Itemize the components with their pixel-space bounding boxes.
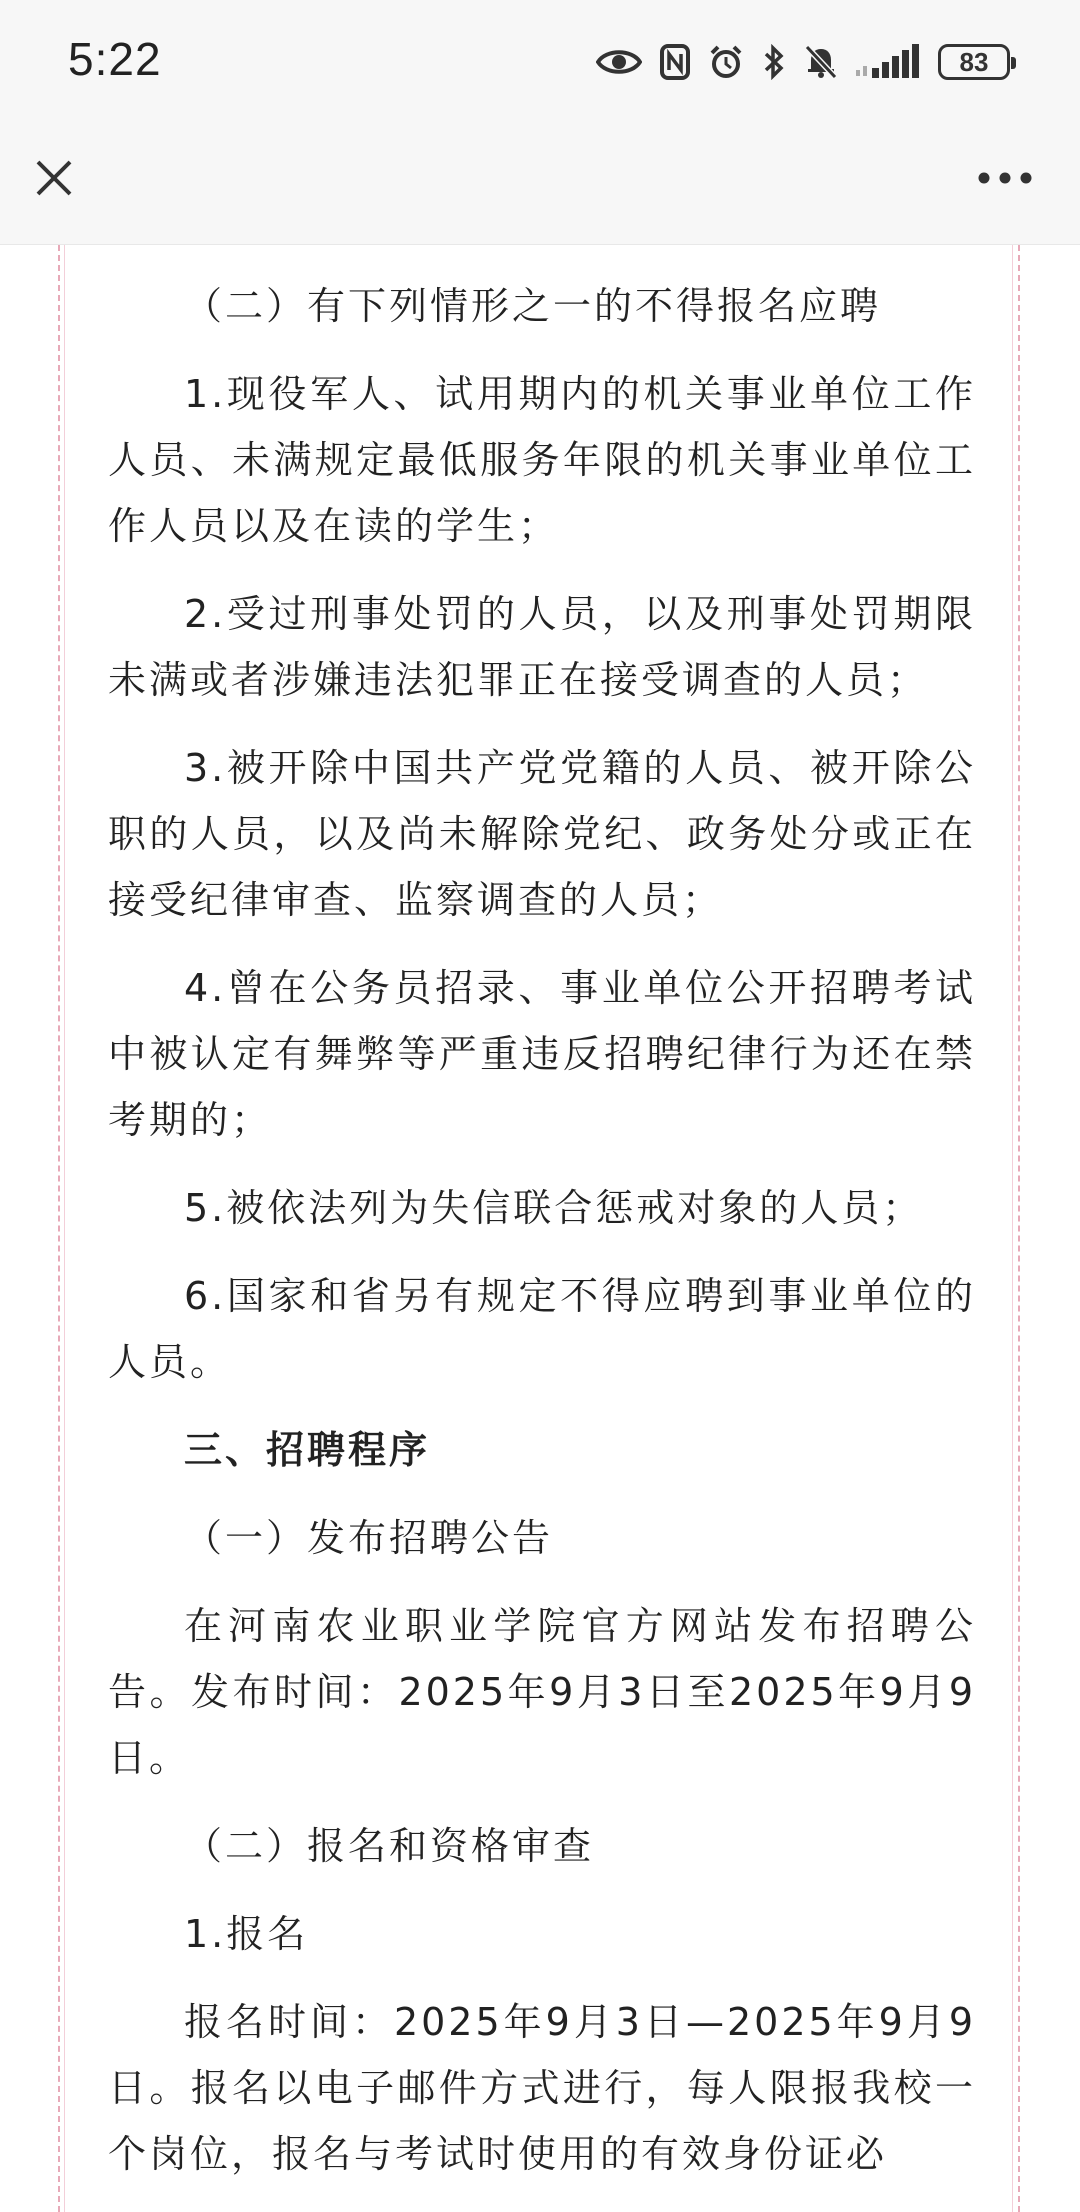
paragraph: 1.报名 xyxy=(184,1912,309,1956)
section-heading: 三、招聘程序 xyxy=(184,1428,431,1472)
frame-border-right-inner xyxy=(1012,245,1013,2212)
paragraph: （二）有下列情形之一的不得报名应聘 xyxy=(184,284,882,328)
paragraph: 4.曾在公务员招录、事业单位公开招聘考试中被认定有舞弊等严重违反招聘纪律行为还在禁考期的； xyxy=(108,966,976,1142)
article-content[interactable] xyxy=(0,245,1080,2212)
app-bar xyxy=(0,124,1080,245)
paragraph: 5.被依法列为失信联合惩戒对象的人员； xyxy=(184,1186,924,1230)
more-button[interactable] xyxy=(970,148,1040,208)
mute-bell-icon xyxy=(804,44,838,80)
status-time: 5:22 xyxy=(68,33,162,85)
subsection-heading: （一）发布招聘公告 xyxy=(184,1516,554,1560)
frame-border-left xyxy=(58,245,60,2212)
article-body xyxy=(108,273,976,2209)
close-button[interactable] xyxy=(24,148,84,208)
status-bar xyxy=(0,0,1080,124)
subsection-heading: （二）报名和资格审查 xyxy=(184,1824,595,1868)
eye-icon xyxy=(596,45,642,79)
paragraph: 报名时间：2025年9月3日—2025年9月9日。报名以电子邮件方式进行，每人限报我校一个岗位，报名与考试时使用的有效身份证必 xyxy=(108,2000,976,2176)
nfc-icon xyxy=(660,44,690,80)
signal-icon xyxy=(856,44,920,80)
alarm-icon xyxy=(708,44,744,80)
status-icons xyxy=(596,38,1010,86)
paragraph: 1.现役军人、试用期内的机关事业单位工作人员、未满规定最低服务年限的机关事业单位工作人员以及在读的学生； xyxy=(108,372,976,548)
close-icon xyxy=(34,158,74,198)
bluetooth-icon xyxy=(762,44,786,80)
more-icon xyxy=(977,171,1033,185)
battery-icon: 83 xyxy=(938,44,1010,80)
frame-border-left-inner xyxy=(64,245,65,2212)
paragraph: 2.受过刑事处罚的人员，以及刑事处罚期限未满或者涉嫌违法犯罪正在接受调查的人员； xyxy=(108,592,976,702)
paragraph: 3.被开除中国共产党党籍的人员、被开除公职的人员，以及尚未解除党纪、政务处分或正在接受纪律审查、监察调查的人员； xyxy=(108,746,976,922)
paragraph: 6.国家和省另有规定不得应聘到事业单位的人员。 xyxy=(108,1274,976,1384)
paragraph: 在河南农业职业学院官方网站发布招聘公告。发布时间：2025年9月3日至2025年9月9日。 xyxy=(108,1604,976,1780)
frame-border-right xyxy=(1018,245,1020,2212)
